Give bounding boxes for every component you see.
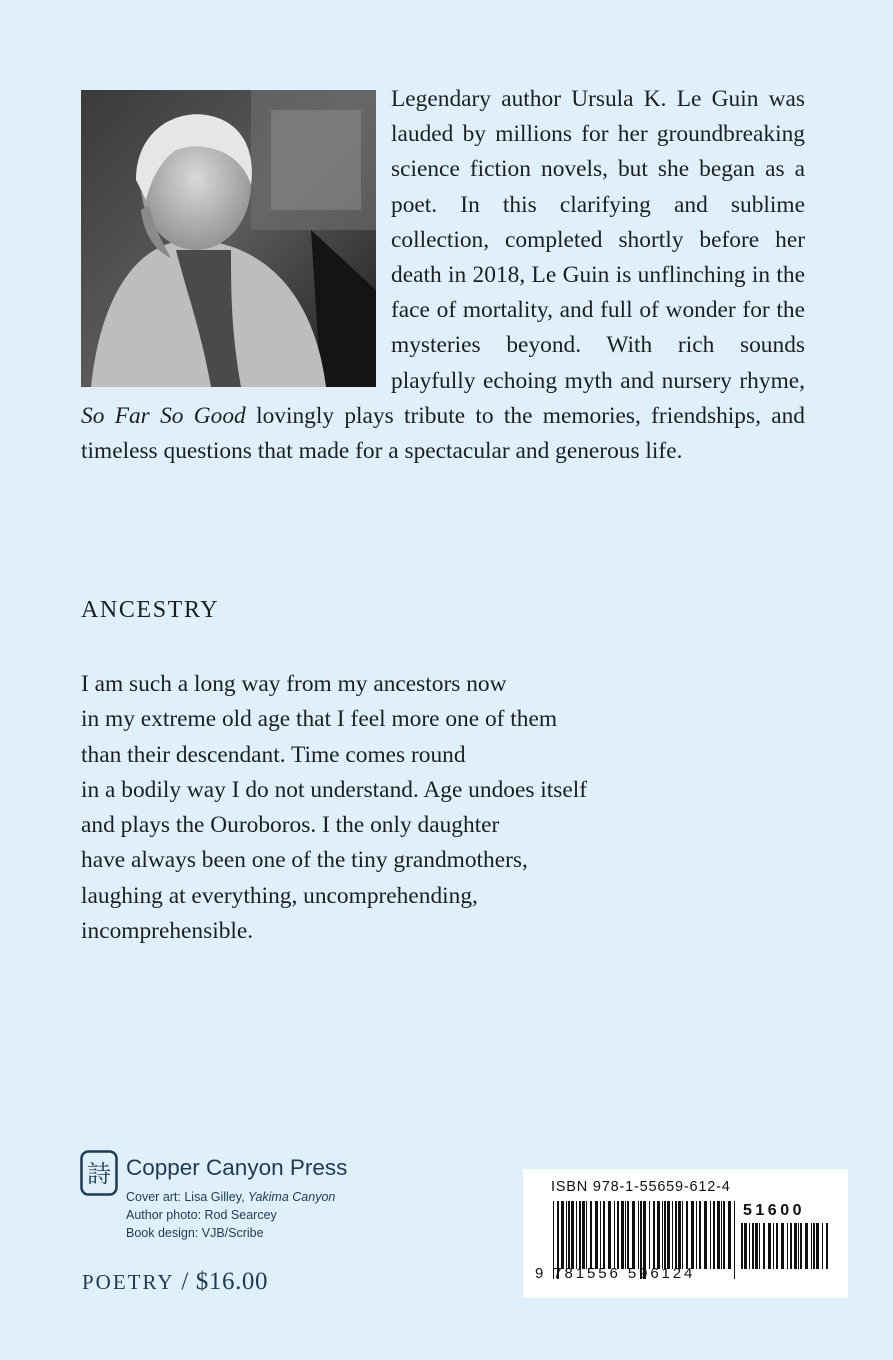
barcode-bar	[617, 1201, 619, 1269]
barcode-bar	[826, 1223, 828, 1269]
barcode-bar	[603, 1201, 605, 1269]
barcode-box	[523, 1169, 848, 1298]
barcode-bar	[582, 1201, 585, 1269]
barcode-bar	[781, 1223, 784, 1269]
poem-line: laughing at everything, uncomprehending,	[81, 882, 478, 909]
category-label: POETRY	[82, 1270, 175, 1294]
barcode-bar	[682, 1201, 683, 1269]
barcode-bar	[755, 1223, 758, 1269]
barcode-bar	[561, 1201, 564, 1269]
barcode-bar	[787, 1223, 788, 1269]
poem-line: have always been one of the tiny grandmothers,	[81, 847, 528, 874]
barcode-bar	[713, 1201, 715, 1269]
publisher-logo-glyph: 詩	[87, 1160, 111, 1188]
poem-title: ANCESTRY	[81, 597, 220, 623]
blurb-text-before-title: Legendary author Ursula K. Le Guin was lauded by millions for her groundbreaking science fiction novels, but she began as a poet. In this clarifying and sublime collection, completed shortly before her death in 2018, Le Guin is unflinching in the face of mortality, and full of wonder for the mysteries beyond. With rich sounds playfully echoing myth and nursery rhyme,	[391, 86, 805, 394]
barcode-bar	[704, 1201, 707, 1269]
barcode-bar	[752, 1223, 754, 1269]
blurb-book-title: So Far So Good	[81, 402, 246, 429]
barcode-bar	[721, 1201, 722, 1269]
barcode-bar	[734, 1201, 735, 1279]
barcode-bar	[805, 1223, 808, 1269]
barcode-bar	[568, 1201, 570, 1269]
barcode-bar	[653, 1201, 655, 1269]
publisher-name: Copper Canyon Press	[126, 1155, 348, 1180]
barcode-bar	[632, 1201, 635, 1269]
poem-body	[81, 667, 721, 949]
barcode-bar	[776, 1223, 778, 1269]
back-cover-blurb	[81, 82, 805, 469]
barcode-bar	[763, 1223, 765, 1269]
barcode-bar	[773, 1223, 774, 1269]
credits	[126, 1188, 335, 1242]
cover-art-label: Cover art: Lisa Gilley,	[126, 1190, 249, 1204]
publisher-block	[80, 1150, 400, 1250]
barcode-bar	[744, 1223, 747, 1269]
ean-digits: 9 781556 596124	[535, 1265, 696, 1282]
barcode-bar	[621, 1201, 624, 1269]
poem-line: and plays the Ouroboros. I the only daughter	[81, 812, 500, 839]
barcode-bar	[798, 1223, 799, 1269]
barcode-bar	[749, 1223, 750, 1269]
barcode-bar	[675, 1201, 677, 1269]
barcode-bar	[723, 1201, 725, 1269]
barcode-bar	[638, 1201, 639, 1269]
photo-float-spacer	[81, 82, 391, 390]
cover-art-credit	[126, 1188, 335, 1206]
barcode-bar	[728, 1201, 731, 1269]
barcode-bar	[664, 1201, 666, 1269]
price-separator: /	[174, 1268, 196, 1295]
barcode-bar	[710, 1201, 711, 1269]
barcode-bar	[813, 1223, 815, 1269]
author-photo-credit: Author photo: Rod Searcey	[126, 1208, 277, 1222]
book-design-credit: Book design: VJB/Scribe	[126, 1226, 264, 1240]
barcode-bar	[590, 1201, 592, 1269]
barcode-bar	[741, 1223, 743, 1269]
poem-line: in my extreme old age that I feel more one of them	[81, 706, 558, 733]
barcode-bar	[822, 1223, 823, 1269]
barcode-bar	[657, 1201, 660, 1269]
barcode-bar	[672, 1201, 673, 1269]
price-label: $16.00	[195, 1268, 269, 1295]
barcode-bar	[586, 1201, 587, 1269]
barcode-bar	[717, 1201, 720, 1269]
barcode-bar	[579, 1201, 581, 1269]
barcode-bar	[800, 1223, 802, 1269]
barcode-bar	[696, 1201, 697, 1269]
barcode-bar	[566, 1201, 567, 1269]
barcode-bar	[816, 1223, 819, 1269]
barcode-bar	[662, 1201, 663, 1269]
barcode-bar	[667, 1201, 670, 1269]
barcode-bar	[699, 1201, 701, 1269]
addon-digits: 51600	[743, 1202, 805, 1219]
blurb-text-after-title: lovingly plays tribute to the memories, friendships, and timeless questions that made for a spectacular and generous life.	[81, 402, 806, 465]
barcode-bar	[595, 1201, 598, 1269]
barcode-bar	[614, 1201, 615, 1269]
barcode-bar	[600, 1201, 601, 1269]
barcode-bar	[678, 1201, 681, 1269]
barcode-bar	[811, 1223, 812, 1269]
poem-line: in a bodily way I do not understand. Age undoes itself	[81, 776, 588, 803]
barcode-bar	[649, 1201, 650, 1269]
publisher-logo-icon	[80, 1150, 118, 1196]
addon-barcode	[741, 1223, 829, 1279]
barcode-bar	[627, 1201, 629, 1269]
poem-line: than their descendant. Time comes round	[81, 741, 466, 768]
isbn-label: ISBN 978-1-55659-612-4	[551, 1179, 731, 1195]
barcode-bar	[794, 1223, 797, 1269]
barcode-bar	[576, 1201, 577, 1269]
barcode-bar	[686, 1201, 688, 1269]
barcode-bar	[768, 1223, 771, 1269]
cover-art-title: Yakima Canyon	[248, 1190, 336, 1204]
category-price	[82, 1268, 268, 1296]
barcode-bar	[608, 1201, 611, 1269]
barcode-bar	[691, 1201, 694, 1269]
barcode-bar	[790, 1223, 792, 1269]
barcode-bar	[759, 1223, 760, 1269]
poem-line: I am such a long way from my ancestors now	[81, 671, 507, 697]
barcode-bar	[571, 1201, 574, 1269]
barcode-bar	[625, 1201, 626, 1269]
poem-line: incomprehensible.	[81, 918, 254, 945]
